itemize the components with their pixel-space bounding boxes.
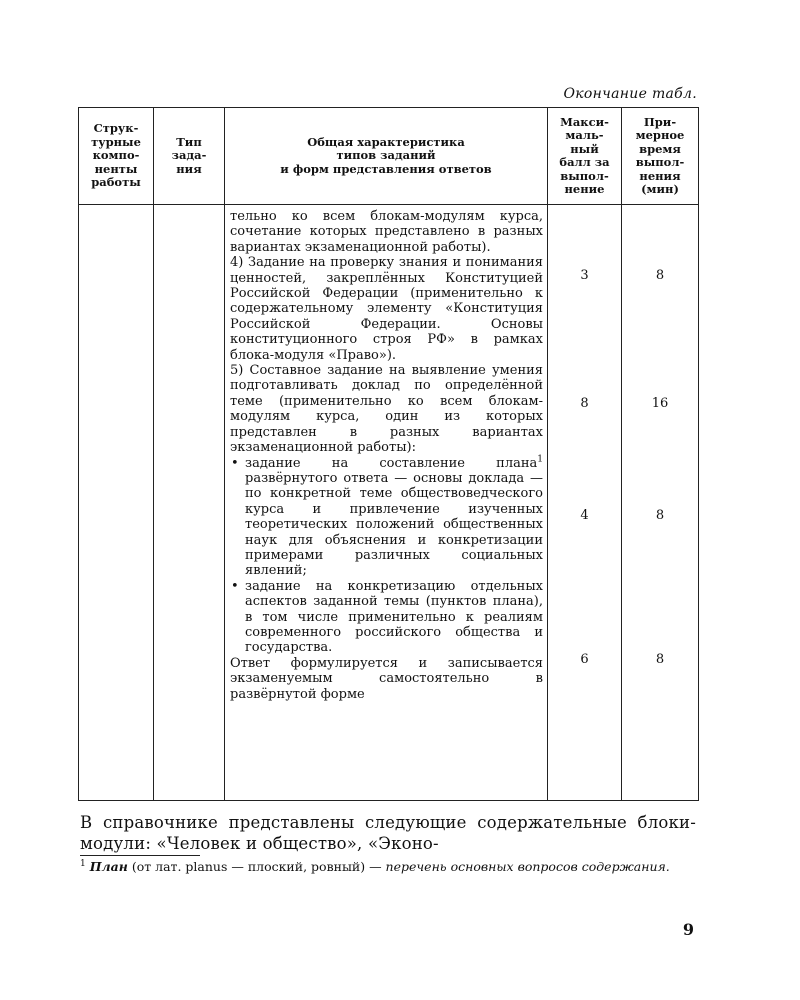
list-item: • задание на составление плана$^1$ развёрнутого ответа — основы доклада — по конкретной теме обществоведческого курса и привлечение изученных теоретических положений общественных наук для объяснения и конкретизации примерами различных социальных явлений; (230, 456, 543, 579)
structural-components-cell (79, 205, 154, 801)
header-structural-components: Струк- турные компо- ненты работы (79, 108, 154, 205)
header-approx-time: При- мерное время выпол- нения (мин) (622, 108, 699, 205)
score-value: 6 (580, 652, 589, 667)
desc-continuation: тельно ко всем блокам-модулям курса, сочетание которых представлено в разных вариантах экзаменационной работы). (230, 209, 543, 255)
desc-task-4: 4) Задание на проверку знания и понимания ценностей, закреплённых Конституцией Российской Федерации (применительно к содержательному элементу «Конституция Российской Федерации. Основы конституционного строя РФ» в рамках блока-модуля «Право»). (230, 255, 543, 363)
footnote-term: План (89, 859, 128, 874)
time-value: 8 (655, 508, 665, 523)
desc-task-5: 5) Составное задание на выявление умения подготавливать доклад по определённой теме (применительно ко всем блокам-модулям курса, один из которых представлен в разных вариантах экзаменационной работы): (230, 363, 543, 456)
desc-answer-form: Ответ формулируется и записывается экзаменуемым самостоятельно в развёрнутой форме (230, 655, 543, 702)
table-continuation-caption: Окончание табл. (563, 86, 697, 102)
max-score-cell (548, 205, 622, 801)
header-task-type: Тип зада- ния (154, 108, 225, 205)
list-item: • задание на конкретизацию отдельных аспектов заданной темы (пунктов плана), в том числе применительно к реалиям современного российского общества и государства. (230, 579, 543, 656)
task-type-cell (154, 205, 225, 801)
footnote-etymology: (от лат. planus — плоский, ровный) — (127, 859, 386, 874)
page-number: 9 (682, 920, 694, 939)
header-max-score: Макси- маль- ный балл за выпол- нение (548, 108, 622, 205)
time-value: 8 (655, 652, 665, 667)
body-paragraph: В справочнике представлены следующие содержательные блоки-модули: «Человек и общество», «Эконо- (80, 813, 696, 853)
score-value: 3 (580, 268, 589, 283)
score-value: 4 (580, 508, 589, 523)
header-general-characteristic: Общая характеристика типов заданий и форм представления ответов (225, 108, 548, 205)
time-cell (622, 205, 699, 801)
exam-structure-table (78, 107, 699, 801)
score-value: 8 (580, 396, 589, 411)
footnote-divider (80, 855, 200, 856)
footnote (80, 859, 696, 875)
subtask-list (230, 456, 543, 656)
footnote-definition: перечень основных вопросов содержания. (385, 859, 670, 874)
footnote-mark: 1 (80, 858, 86, 869)
description-cell (225, 205, 548, 801)
time-value: 16 (651, 396, 669, 411)
time-value: 8 (655, 268, 665, 283)
